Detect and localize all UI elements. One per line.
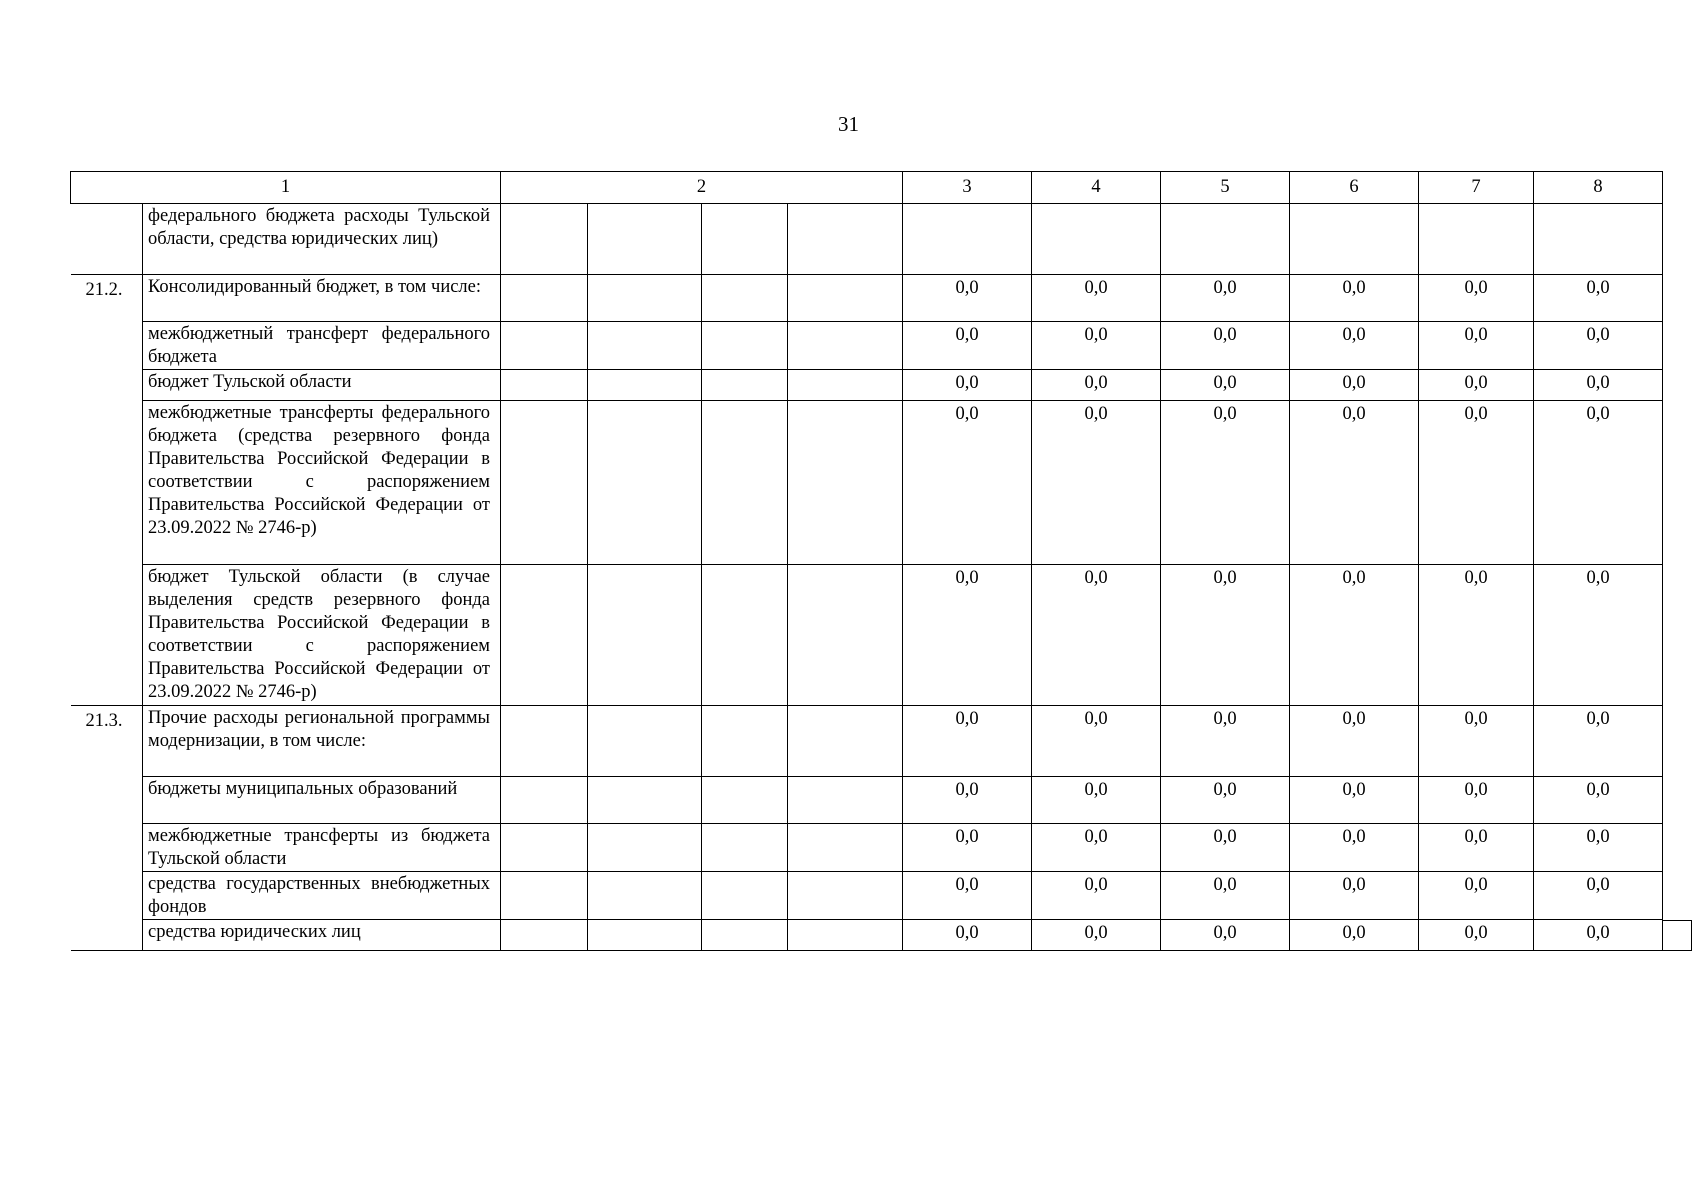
blank-cell <box>788 824 903 872</box>
value-cell: 0,0 <box>1032 777 1161 824</box>
blank-cell <box>702 322 788 370</box>
blank-cell <box>501 565 588 706</box>
value-cell: 0,0 <box>1419 706 1534 777</box>
blank-cell <box>702 920 788 951</box>
blank-cell <box>788 872 903 920</box>
value-cell: 0,0 <box>1032 872 1161 920</box>
blank-cell <box>588 920 702 951</box>
value-cell: 0,0 <box>1290 275 1419 322</box>
blank-cell <box>788 565 903 706</box>
row-number <box>71 204 143 275</box>
blank-cell <box>501 322 588 370</box>
blank-cell <box>788 777 903 824</box>
header-cell-6: 6 <box>1290 172 1419 204</box>
value-cell: 0,0 <box>1419 370 1534 401</box>
blank-cell <box>501 706 588 777</box>
value-cell: 0,0 <box>1534 824 1663 872</box>
row-description: Консолидированный бюджет, в том числе: <box>143 275 501 322</box>
value-cell: 0,0 <box>1290 370 1419 401</box>
value-cell: 0,0 <box>903 824 1032 872</box>
value-cell: 0,0 <box>903 706 1032 777</box>
blank-cell <box>788 706 903 777</box>
blank-cell <box>702 872 788 920</box>
value-cell: 0,0 <box>1161 706 1290 777</box>
value-cell: 0,0 <box>1161 777 1290 824</box>
value-cell: 0,0 <box>903 275 1032 322</box>
blank-cell <box>788 920 903 951</box>
value-cell: 0,0 <box>1534 872 1663 920</box>
table-row <box>71 322 1663 370</box>
header-cell-3: 3 <box>903 172 1032 204</box>
value-cell: 0,0 <box>1032 565 1161 706</box>
value-cell: 0,0 <box>1534 401 1663 565</box>
table-row <box>71 706 1663 777</box>
value-cell: 0,0 <box>903 322 1032 370</box>
value-cell <box>1032 204 1161 275</box>
table-row <box>71 777 1663 824</box>
value-cell: 0,0 <box>1290 322 1419 370</box>
value-cell: 0,0 <box>903 565 1032 706</box>
blank-cell <box>788 322 903 370</box>
blank-cell <box>588 824 702 872</box>
value-cell: 0,0 <box>1290 706 1419 777</box>
value-cell <box>1161 204 1290 275</box>
value-cell: 0,0 <box>1290 401 1419 565</box>
blank-cell <box>588 275 702 322</box>
value-cell: 0,0 <box>1534 275 1663 322</box>
blank-cell <box>588 565 702 706</box>
blank-cell <box>501 824 588 872</box>
table-row <box>71 920 1663 951</box>
value-cell: 0,0 <box>1534 565 1663 706</box>
page-number: 31 <box>838 112 859 136</box>
row-number: 21.3. <box>71 706 143 951</box>
table-row <box>71 872 1663 920</box>
budget-table <box>70 171 1663 951</box>
row-description: средства юридических лиц <box>143 920 501 951</box>
row-description: бюджеты муниципальных образований <box>143 777 501 824</box>
blank-cell <box>588 777 702 824</box>
blank-cell <box>702 706 788 777</box>
blank-cell <box>501 370 588 401</box>
header-cell-2: 2 <box>501 172 903 204</box>
row-description: Прочие расходы региональной программы модернизации, в том числе: <box>143 706 501 777</box>
value-cell: 0,0 <box>1290 565 1419 706</box>
row-description: средства государственных внебюджетных фондов <box>143 872 501 920</box>
blank-cell <box>588 706 702 777</box>
value-cell: 0,0 <box>1161 401 1290 565</box>
value-cell: 0,0 <box>1419 824 1534 872</box>
blank-cell <box>702 565 788 706</box>
blank-cell <box>501 920 588 951</box>
value-cell: 0,0 <box>1290 824 1419 872</box>
blank-cell <box>588 322 702 370</box>
row-description: межбюджетный трансферт федерального бюджета <box>143 322 501 370</box>
value-cell: 0,0 <box>1290 777 1419 824</box>
blank-cell <box>501 275 588 322</box>
row-description: межбюджетные трансферты из бюджета Тульской области <box>143 824 501 872</box>
value-cell: 0,0 <box>1161 920 1290 951</box>
table-row <box>71 275 1663 322</box>
row-description: бюджет Тульской области <box>143 370 501 401</box>
value-cell: 0,0 <box>1534 920 1663 951</box>
value-cell: 0,0 <box>1419 322 1534 370</box>
blank-cell <box>588 872 702 920</box>
blank-cell <box>501 872 588 920</box>
value-cell: 0,0 <box>903 920 1032 951</box>
value-cell: 0,0 <box>903 872 1032 920</box>
header-cell-1: 1 <box>71 172 501 204</box>
value-cell: 0,0 <box>1032 824 1161 872</box>
header-cell-4: 4 <box>1032 172 1161 204</box>
blank-cell <box>788 275 903 322</box>
blank-cell <box>588 370 702 401</box>
value-cell: 0,0 <box>903 401 1032 565</box>
blank-cell <box>501 204 588 275</box>
blank-cell <box>501 777 588 824</box>
blank-cell <box>702 204 788 275</box>
row-description: межбюджетные трансферты федерального бюджета (средства резервного фонда Правительства Российской Федерации в соответствии с распоряжением Правительства Российской Федерации от 23.09.2022 № 2746-р) <box>143 401 501 565</box>
value-cell: 0,0 <box>1419 777 1534 824</box>
value-cell: 0,0 <box>1161 370 1290 401</box>
blank-cell <box>588 204 702 275</box>
blank-cell <box>702 275 788 322</box>
value-cell: 0,0 <box>1161 872 1290 920</box>
value-cell: 0,0 <box>1419 565 1534 706</box>
blank-cell <box>501 401 588 565</box>
table-row <box>71 204 1663 275</box>
value-cell: 0,0 <box>1161 275 1290 322</box>
value-cell: 0,0 <box>1032 401 1161 565</box>
table-row <box>71 824 1663 872</box>
stray-cell-border <box>1663 920 1692 951</box>
blank-cell <box>588 401 702 565</box>
value-cell: 0,0 <box>1290 872 1419 920</box>
blank-cell <box>702 401 788 565</box>
value-cell: 0,0 <box>1534 777 1663 824</box>
value-cell: 0,0 <box>903 777 1032 824</box>
value-cell: 0,0 <box>1419 920 1534 951</box>
blank-cell <box>702 777 788 824</box>
value-cell: 0,0 <box>1032 920 1161 951</box>
row-number: 21.2. <box>71 275 143 706</box>
table-row <box>71 401 1663 565</box>
value-cell: 0,0 <box>1032 322 1161 370</box>
value-cell: 0,0 <box>1161 824 1290 872</box>
header-cell-8: 8 <box>1534 172 1663 204</box>
value-cell: 0,0 <box>1032 370 1161 401</box>
row-description: бюджет Тульской области (в случае выделения средств резервного фонда Правительства Российской Федерации в соответствии с распоряжением Правительства Российской Федерации от 23.09.2022 № 2746-р) <box>143 565 501 706</box>
blank-cell <box>702 824 788 872</box>
value-cell <box>1419 204 1534 275</box>
value-cell <box>1290 204 1419 275</box>
blank-cell <box>788 204 903 275</box>
table-row <box>71 370 1663 401</box>
table-row <box>71 565 1663 706</box>
value-cell: 0,0 <box>1032 706 1161 777</box>
value-cell: 0,0 <box>1419 275 1534 322</box>
header-row <box>71 172 1663 204</box>
value-cell: 0,0 <box>1534 706 1663 777</box>
blank-cell <box>788 370 903 401</box>
value-cell: 0,0 <box>903 370 1032 401</box>
header-cell-7: 7 <box>1419 172 1534 204</box>
value-cell: 0,0 <box>1419 401 1534 565</box>
value-cell: 0,0 <box>1534 370 1663 401</box>
value-cell: 0,0 <box>1161 322 1290 370</box>
value-cell: 0,0 <box>1290 920 1419 951</box>
value-cell <box>1534 204 1663 275</box>
row-description: федерального бюджета расходы Тульской области, средства юридических лиц) <box>143 204 501 275</box>
value-cell <box>903 204 1032 275</box>
blank-cell <box>788 401 903 565</box>
header-cell-5: 5 <box>1161 172 1290 204</box>
value-cell: 0,0 <box>1419 872 1534 920</box>
value-cell: 0,0 <box>1161 565 1290 706</box>
blank-cell <box>702 370 788 401</box>
value-cell: 0,0 <box>1032 275 1161 322</box>
value-cell: 0,0 <box>1534 322 1663 370</box>
